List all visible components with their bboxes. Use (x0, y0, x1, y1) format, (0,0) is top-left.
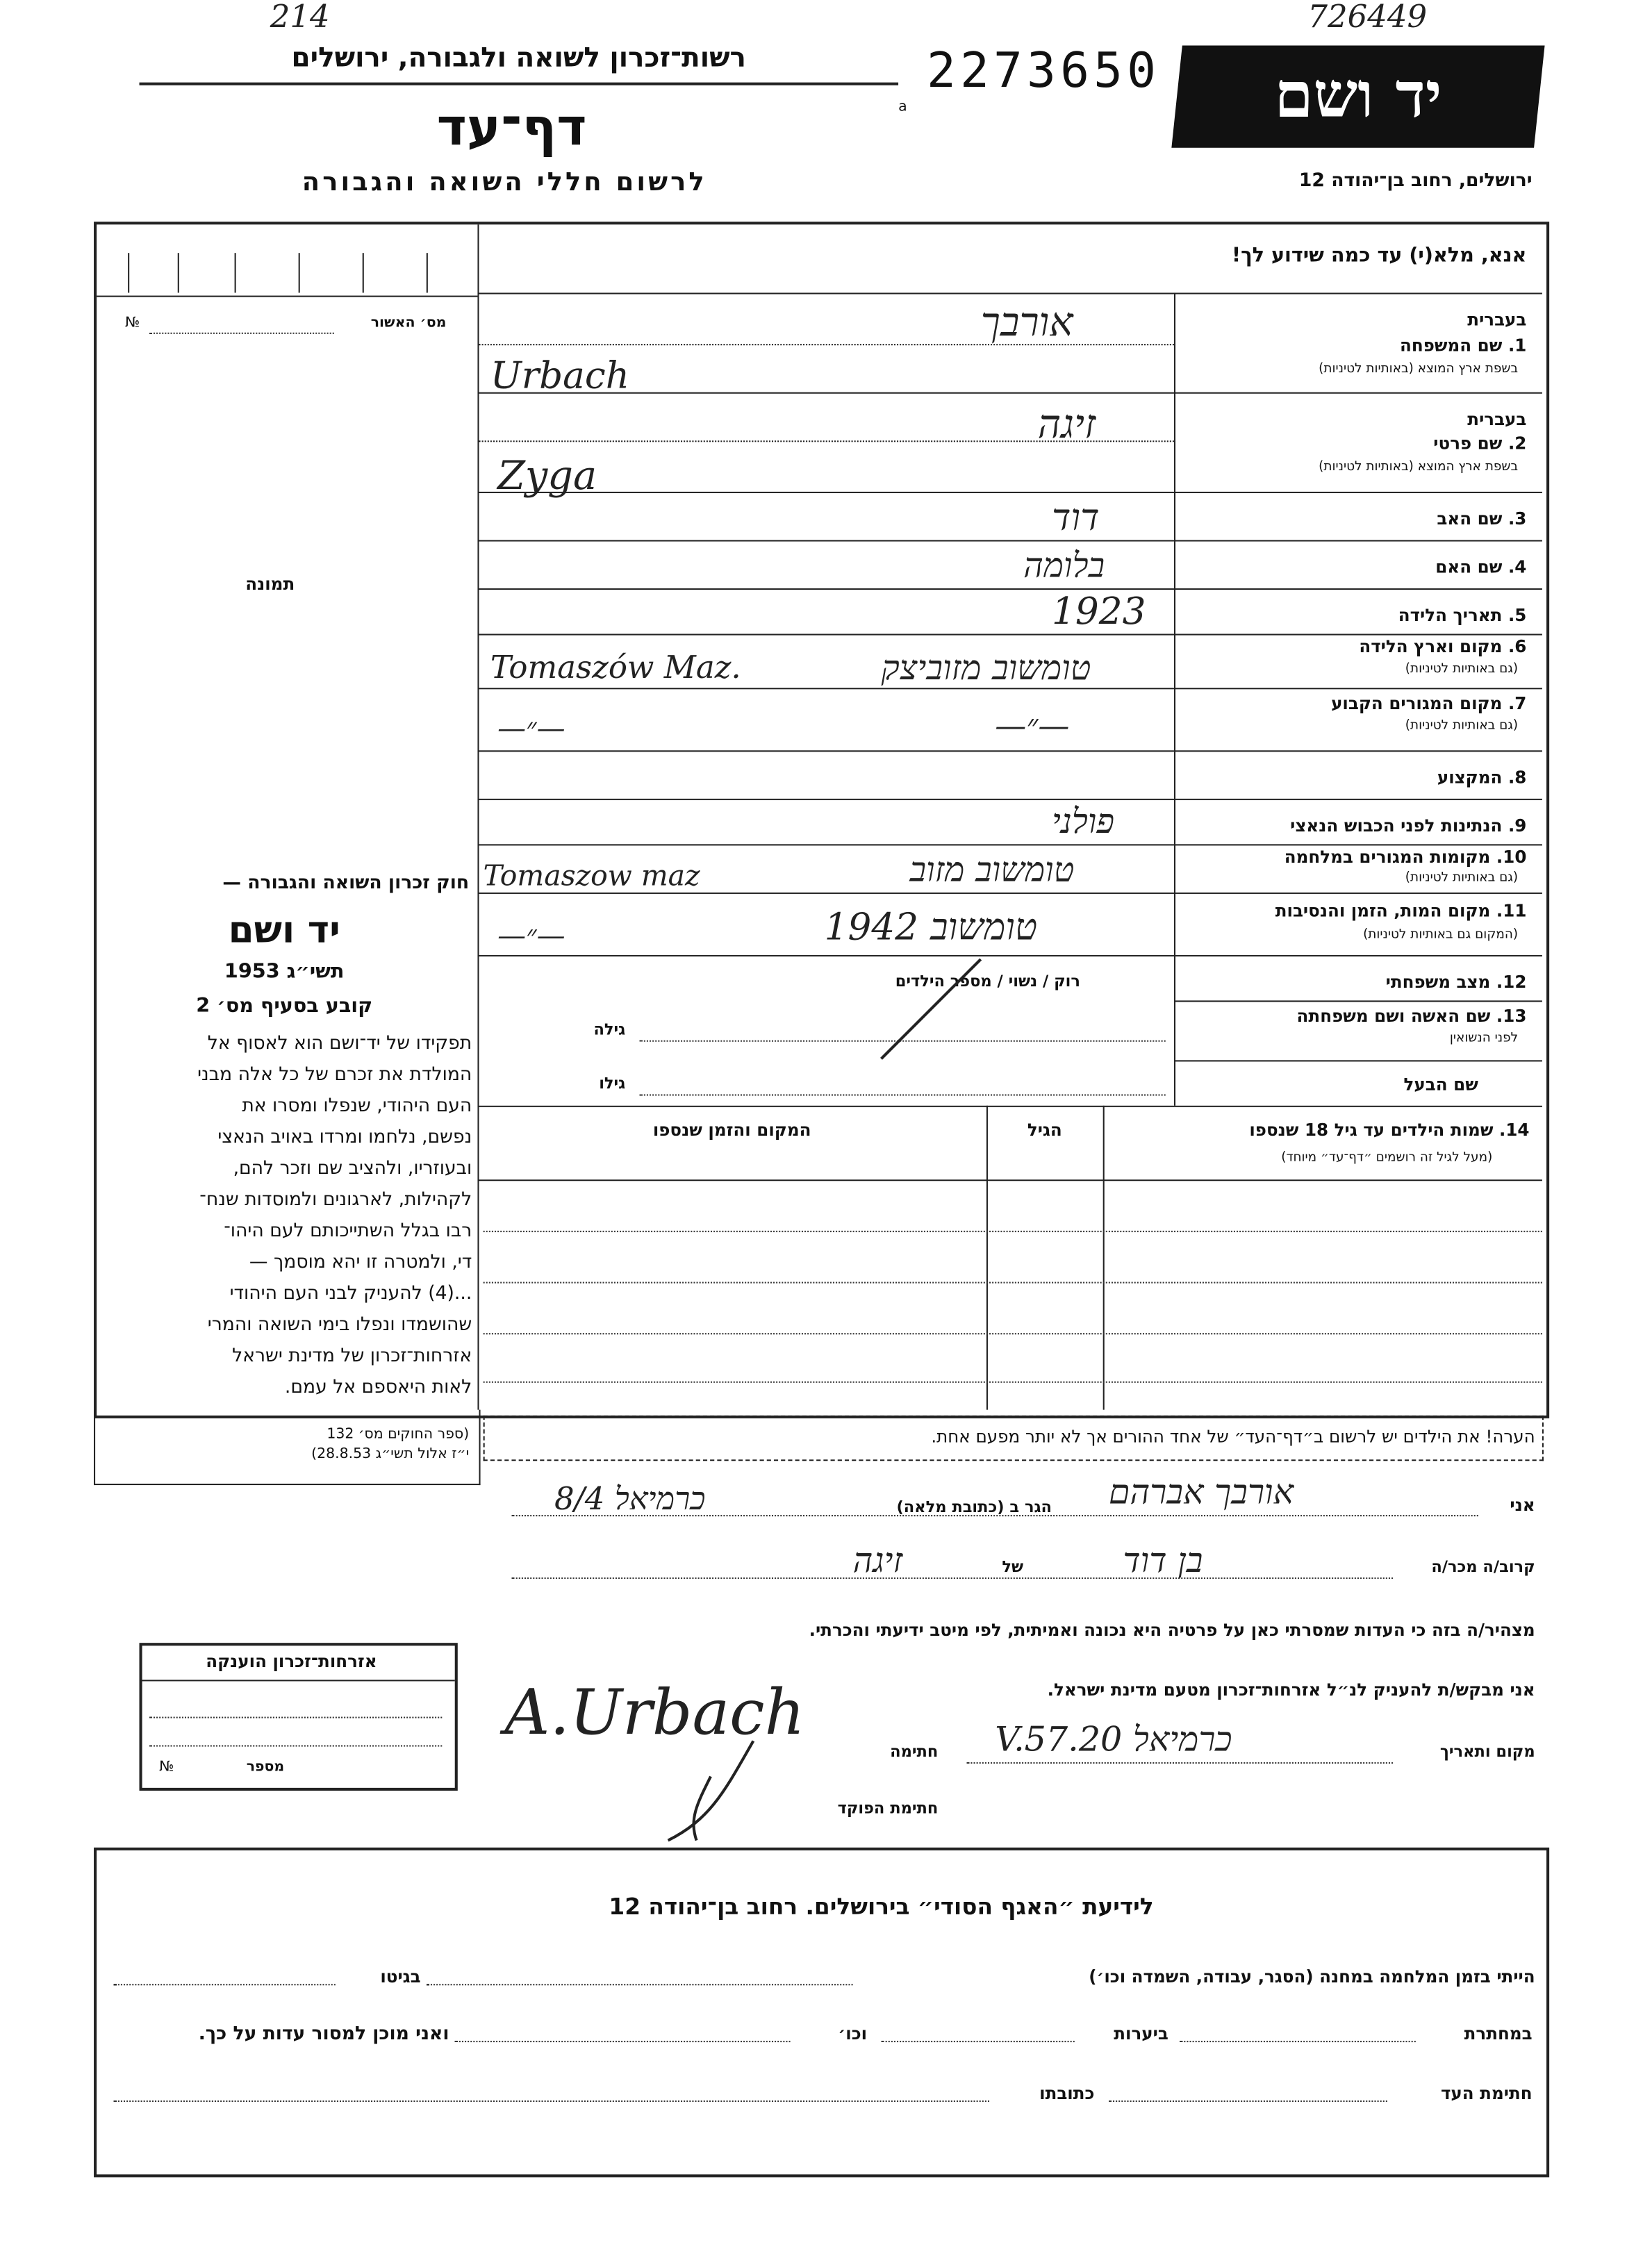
approval-field[interactable] (149, 333, 334, 334)
hw-of: זיגה (852, 1540, 903, 1581)
law-title: חוק זכרון השואה והגבורה — (222, 872, 470, 894)
field-10-label: 10. מקומות המגורים במלחמה (1284, 847, 1527, 868)
logo-text: יד ושם (1274, 59, 1442, 133)
citizenship-title: אזרחות־זכרון הוענקה (206, 1651, 377, 1672)
decl-relation-field[interactable] (512, 1577, 1394, 1579)
decl-relative: קרוב/ה מכר/ה (1431, 1557, 1535, 1577)
serial-number: 2273650 (926, 42, 1161, 100)
field-11-label: 11. מקום המות, הזמן והנסיבות (1275, 901, 1527, 921)
citizenship-no-symbol: № (159, 1759, 174, 1775)
footer-l1b: בגיטו (380, 1966, 421, 1987)
field-2-label: 2. שם פרטי (1433, 433, 1527, 454)
note-text: הערה! את הילדים יש לרשום ב״דף־העד״ של אחד ההורים אך לא יותר מפעם אחת. (931, 1427, 1535, 1447)
footer-l3b: כתובתו (1039, 2083, 1095, 2104)
address: ירושלים, רחוב בן־יהודה 12 (1298, 170, 1533, 192)
field-6-label: 6. מקום וארץ הלידה (1359, 636, 1527, 657)
field-5-label: 5. תאריך הלידה (1398, 605, 1527, 626)
decl-line-2: אני מבקש/ת להעניק לנ״ל אזרחות־זכרון מטעם מדינת ישראל. (1047, 1680, 1535, 1700)
label-column-border (1174, 292, 1175, 1105)
field-10-sub: (גם באותיות לטיניות) (1405, 871, 1519, 886)
authority-name: רשות־זכרון לשואה ולגבורה, ירושלים (291, 42, 746, 74)
law-clause: קובע בסעיף מס׳ 2 (196, 995, 373, 1018)
hw-surname-heb: אורבך (980, 298, 1073, 346)
footer-underground-field[interactable] (1180, 2041, 1416, 2042)
hw-wartime-place-lat: Tomaszow maz (483, 858, 700, 893)
yad-vashem-logo (1171, 45, 1544, 147)
footer-l2b: ביערות (1114, 2023, 1168, 2044)
children-col-place: המקום והזמן שנספו (652, 1120, 811, 1140)
field-2-tag: בעברית (1467, 409, 1527, 429)
children-col-names: 14. שמות הילדים עד גיל 18 שנספו (1249, 1120, 1530, 1140)
marital-options: רוק / נשוי / מספר הילדים (895, 972, 1080, 991)
field-6-sub: (גם באותיות לטיניות) (1405, 662, 1519, 677)
field-13-label: 13. שם האשה ושם משפחתה (1296, 1006, 1527, 1027)
footer-camp-field[interactable] (427, 1984, 853, 1985)
field-1-label: 1. שם המשפחה (1399, 335, 1527, 356)
field-2-sub: בשפת ארץ המוצא (באותיות לטיניות) (1319, 460, 1519, 475)
decl-signature-label: חתימה (890, 1742, 939, 1761)
approval-divider (97, 296, 477, 297)
decl-i: אני (1510, 1495, 1535, 1516)
husband-age-label: גילו (599, 1074, 626, 1093)
footer-l1a: הייתי בזמן המלחמה במחנה (הסגר, עבודה, השמדה וכו׳) (1089, 1966, 1535, 1987)
hw-given-lat: Zyga (497, 451, 597, 499)
hw-decl-address: כרמיאל 8/4 (554, 1482, 706, 1518)
children-col-names-sub: (מעל לגיל זה רושמים ״דף־עד״ מיוחד) (1281, 1151, 1493, 1166)
decl-lives: הגר ב (כתובת מלאה) (896, 1498, 1052, 1517)
hw-place-date: כרמיאל 20.V.57 (995, 1719, 1232, 1759)
decl-place-date-field[interactable] (966, 1762, 1393, 1764)
law-ref-2: י״ז אלול תשי״ג 28.8.53) (311, 1446, 470, 1463)
hw-birthplace: טומשוב מזוביצק (881, 647, 1091, 688)
hw-residence-heb: —״— (995, 708, 1070, 745)
decl-line-1: מצהיר/ה בזה כי העדות שמסרתי כאן על פרטיה היא נכונה ואמיתית, לפי מיטב ידיעתי והכרתי. (809, 1620, 1535, 1641)
hw-given-heb: זיגה (1037, 400, 1096, 448)
approval-boxes (99, 253, 472, 292)
field-7-sub: (גם באותיות לטיניות) (1405, 719, 1519, 734)
hw-signature: A.Urbach (504, 1677, 805, 1750)
decl-officer-label: חתימת הפוקד (837, 1799, 939, 1818)
field-4-label: 4. שם האם (1435, 557, 1527, 577)
top-left-note: 214 (270, 0, 330, 36)
top-right-note: 726449 (1307, 0, 1428, 36)
law-text: תפקידו של יד־ושם הוא לאסוף אל המולדת את זכרם של כל אלה מבני העם היהודי, שנפלו ומסרו את נפשם, נלחמו ומרדו באויב הנאצי ובעוזריו, ולהציב שם וזכר להם, לקהילות, לארגונים ולמוסדות שנח־ רבו בגלל השתייכותם לעם היהו־ די, ולמטרה זו יהא מוסמך — ...(4) להעניק לבני העם היהודי שהושמדו ונפלו בימי השואה והמרי אזרחות־זכרון של מדינת ישראל לאות היאספם אל עמם. (197, 1033, 472, 1399)
approval-no-symbol: № (125, 315, 140, 331)
footer-l2a: במחתרת (1464, 2023, 1533, 2044)
footer-title: לידיעת ״האגף הסודי״ בירושלים. רחוב בן־יהודה 12 (609, 1893, 1154, 1921)
hw-birthplace-lat: Tomaszów Maz. (490, 651, 741, 687)
form-title: דף־עד (436, 99, 587, 158)
footer-forest-field[interactable] (882, 2041, 1075, 2042)
hw-declarant: אורבך אברהם (1108, 1472, 1294, 1512)
footer-ghetto-field[interactable] (114, 1984, 336, 1985)
form-subtitle: לרשום חללי השואה והגבורה (302, 167, 707, 198)
field-7-label: 7. מקום המגורים הקבוע (1331, 693, 1527, 714)
field-1-sub: בשפת ארץ המוצא (באותיות לטיניות) (1319, 362, 1519, 377)
footer-address-field[interactable] (114, 2100, 989, 2102)
decl-place-date-label: מקום ותאריך (1439, 1742, 1535, 1761)
intro-divider (479, 292, 1542, 294)
husband-name-field[interactable] (640, 1094, 1166, 1095)
hw-mother: בלומה (1023, 545, 1105, 586)
intro-text: אנא, מלא(י) עד כמה שידוע לך! (1232, 244, 1527, 267)
field-1-tag: בעברית (1467, 310, 1527, 330)
hw-surname-lat: Urbach (490, 355, 629, 398)
footer-l3a: חתימת העד (1440, 2083, 1533, 2104)
photo-label: תמונה (245, 574, 295, 595)
hw-slash-mark (853, 952, 996, 1066)
field-13-sub: לפני הנשואין (1449, 1031, 1519, 1046)
field-12-label: 12. מצב משפחתי (1385, 972, 1527, 993)
hw-father: דוד (1052, 497, 1100, 540)
footer-l2d: ואני מוכן למסור עדות על כך. (198, 2023, 449, 2046)
wife-age-label: גילה (593, 1020, 626, 1039)
footer-signature-field[interactable] (1109, 2100, 1387, 2102)
decl-of: של (1002, 1557, 1024, 1577)
hw-signature-stroke (654, 1734, 768, 1848)
hw-wartime-place: טומשוב מזוב (909, 850, 1075, 890)
children-col-age: הגיל (1027, 1120, 1062, 1140)
field-11-sub: (המקום גם באותיות לטיניות) (1363, 928, 1519, 943)
authority-underline (140, 83, 899, 85)
law-year: תשי״ג 1953 (224, 961, 345, 984)
field-3-label: 3. שם האב (1437, 508, 1527, 529)
law-name: יד ושם (228, 909, 340, 952)
husband-label: שם הבעל (1403, 1074, 1478, 1095)
field-8-label: 8. המקצוע (1437, 767, 1527, 788)
footer-etc-field[interactable] (455, 2041, 791, 2042)
hw-death-lat: —״— (497, 918, 565, 952)
citizenship-no-label: מספר (246, 1759, 285, 1775)
footer-l2c: וכו׳ (838, 2023, 868, 2044)
law-ref-1: (ספר החוקים מס׳ 132 (327, 1427, 470, 1443)
hw-death-place: טומשוב 1942 (824, 906, 1038, 950)
hw-relation: בן דוד (1123, 1540, 1203, 1581)
hw-nationality: פולני (1052, 801, 1115, 842)
hw-dob: 1923 (1052, 591, 1146, 634)
approval-label: מס׳ האשור (370, 315, 447, 331)
mark-a: a (898, 99, 907, 115)
left-column-border (477, 224, 479, 1409)
hw-residence-lat: —״— (497, 711, 565, 745)
field-9-label: 9. הנתינות לפני הכבוש הנאצי (1290, 815, 1527, 836)
